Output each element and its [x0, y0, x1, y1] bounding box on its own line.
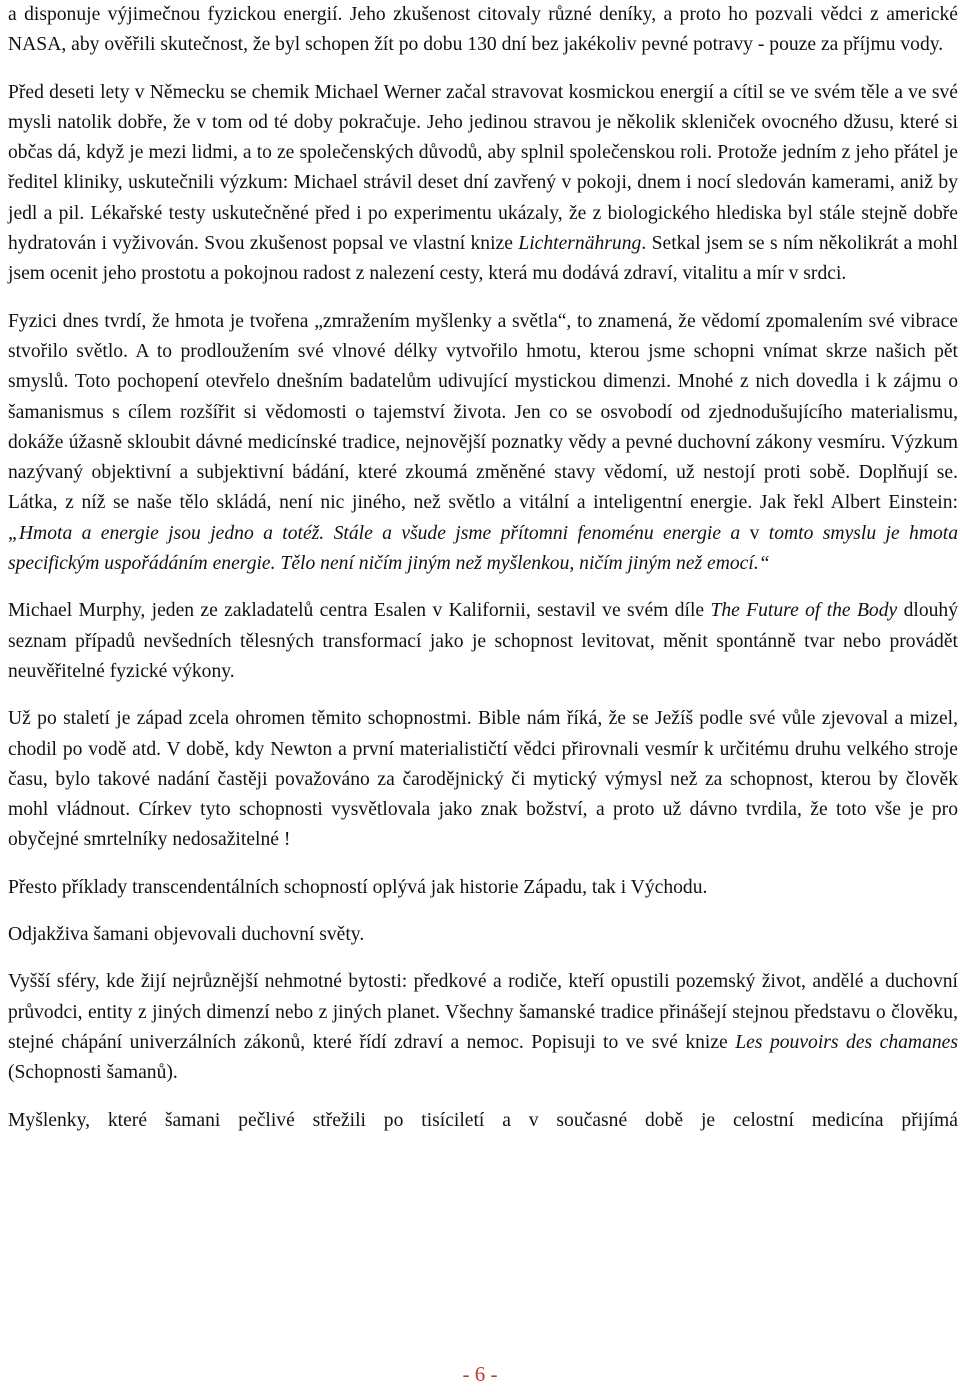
text-run: Myšlenky, které šamani pečlivé střežili po tisíciletí a v současné době je celostní medicína přijímá: [8, 1109, 958, 1131]
text-run: . Setkal jsem se s ním několikrát a mohl jsem ocenit jeho prostotu a pokojnou radost z nalezení cesty, která mu dodává zdraví, vitalitu a mír v srdci.: [8, 233, 958, 285]
paragraph: [8, 704, 958, 855]
text-run: Vyšší sféry, kde žijí nejrůznější nehmotné bytosti: předkové a rodiče, kteří opustili pozemský život, andělé a duchovní průvodci, entity z jiných dimenzí nebo z jiných planet. Všechny šamanské tradice přinášejí stejnou představu o člověku, stejné chápání univerzálních zákonů, které řídí zdraví a nemoc. Popisuji to ve své knize: [8, 971, 958, 1053]
paragraph: [8, 596, 958, 687]
document-body: [8, 0, 958, 1136]
text-run: dlouhý seznam případů nevšedních tělesných transformací jako je schopnost levitovat, měnit spontánně tvar nebo provádět neuvěřitelné fyzické výkony.: [8, 600, 959, 682]
paragraph: [8, 967, 958, 1088]
italic-text-run: The Future of the Body: [710, 600, 898, 622]
text-run: a disponuje výjimečnou fyzickou energií. Jeho zkušenost citovaly různé deníky, a proto ho pozvali vědci z americké NASA, aby ověřili skutečnost, že byl schopen žít po dobu 130 dní bez jakékoliv pevné potravy - pouze za příjmu vody.: [8, 4, 958, 56]
italic-text-run: „Hmota a energie jsou jedno a totéž. Stále a všude jsme přítomni fenoménu energie a: [8, 522, 741, 544]
page-number: - 6 -: [462, 1362, 498, 1386]
paragraph: [8, 78, 958, 290]
text-run: Přesto příklady transcendentálních schopností oplývá jak historie Západu, tak i Východu.: [8, 876, 708, 898]
text-run: Fyzici dnes tvrdí, že hmota je tvořena „zmražením myšlenky a světla“, to znamená, že vědomí zpomalením své vibrace stvořilo světlo. A to prodloužením své vlnové délky vytvořilo hmotu, kterou jsme schopni vnímat skrze našich pět smyslů. Toto pochopení otevřelo dnešním badatelům udivující mystickou dimenzi. Mnohé z nich dovedla i k zájmu o šamanismus s cílem rozšířit si vědomosti o tajemství života. Jen co se osvobodí od zjednodušujícího materialismu, dokáže úžasně skloubit dávné medicínské tradice, nejnovější poznatky vědy a pevné duchovní zákony vesmíru. Výzkum nazývaný objektivní a subjektivní bádání, které zkoumá změněné stavy vědomí, už nestojí proti sobě. Doplňují se. Látka, z níž se naše tělo skládá, není nic jiného, než světlo a vitální a inteligentní energie. Jak řekl Albert Einstein:: [8, 310, 958, 514]
text-run: Před deseti lety v Německu se chemik Michael Werner začal stravovat kosmickou energií a cítil se ve svém těle a ve své mysli natolik dobře, že v tom od té doby pokračuje. Jeho jedinou stravou je několik skleniček ovocného džusu, které si občas dá, když je mezi lidmi, a to ze společenských důvodů, aby splnil společenskou roli. Protože jedním z jeho přátel je ředitel kliniky, uskutečnili výzkum: Michael strávil deset dní zavřený v pokoji, dnem i nocí sledován kamerami, aniž by jedl a pil. Lékařské testy uskutečněné před i po experimentu ukázaly, že z biologického hlediska byl stále stejně dobře hydratován i vyživován. Svou zkušenost popsal ve vlastní knize: [8, 81, 958, 255]
italic-text-run: tomto smyslu je hmota specifickým uspořádáním energie. Tělo není ničím jiným než myšlenkou, ničím jiným než emocí.“: [8, 522, 959, 575]
paragraph: [8, 0, 958, 61]
italic-text-run: Les pouvoirs des chamanes: [735, 1031, 958, 1053]
italic-text-run: Lichternährung: [518, 233, 642, 255]
text-run: Odjakživa šamani objevovali duchovní světy.: [8, 924, 365, 946]
text-run: v: [740, 522, 769, 544]
paragraph: [8, 307, 958, 580]
text-run: Už po staletí je západ zcela ohromen těmito schopnostmi. Bible nám říká, že se Ježíš podle své vůle zjevoval a mizel, chodil po vodě atd. V době, kdy Newton a první materialističtí vědci přirovnali vesmír k určitému druhu velkého stroje času, bylo takové nadání častěji považováno za čarodějnický či mytický výmysl než za schopnost, kterou by člověk mohl vládnout. Církev tyto schopnosti vysvětlovala jako znak božství, a proto už dávno tvrdila, že toto vše je pro obyčejné smrtelníky nedosažitelné !: [8, 708, 958, 851]
paragraph: [8, 873, 958, 903]
text-run: (Schopnosti šamanů).: [8, 1062, 178, 1084]
paragraph: [8, 920, 958, 950]
paragraph: [8, 1106, 958, 1136]
text-run: Michael Murphy, jeden ze zakladatelů centra Esalen v Kalifornii, sestavil ve svém díle: [8, 600, 711, 622]
